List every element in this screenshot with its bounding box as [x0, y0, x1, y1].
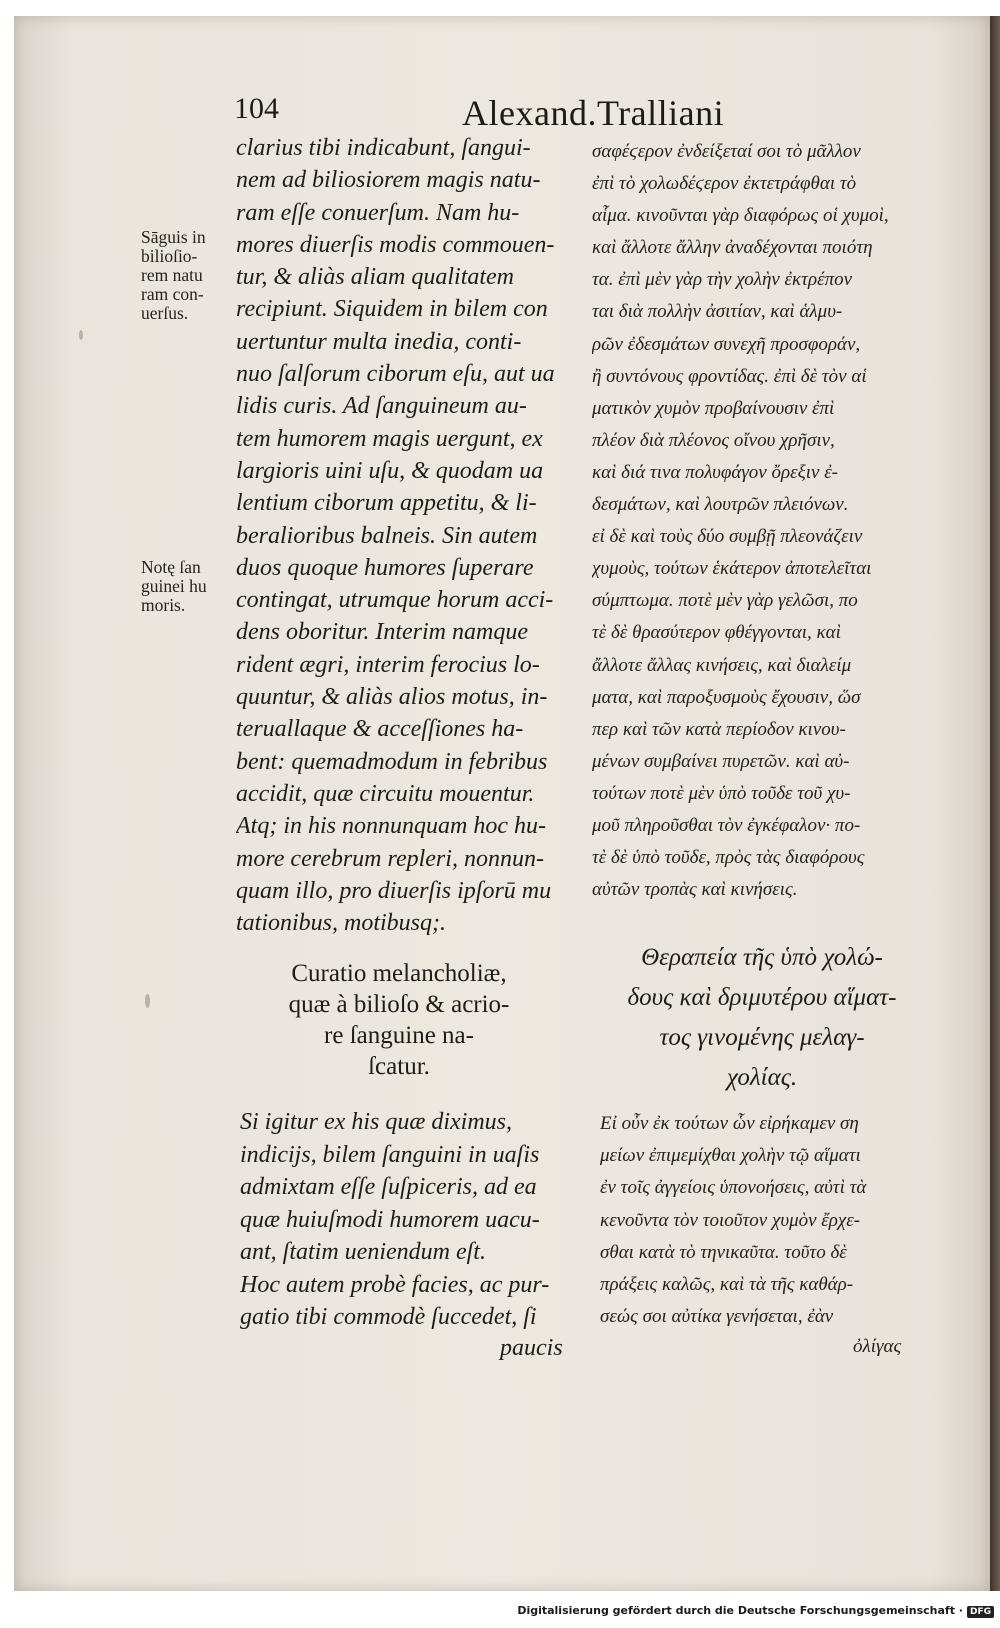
greek-text-line: μοῦ πληροῦσθαι τὸν ἐγκέφαλον· πο- [592, 814, 861, 836]
latin-heading-line: re ſanguine na- [324, 1022, 474, 1049]
margin-note-line: guinei hu [141, 576, 207, 596]
latin-text-line: ram eſſe conuerſum. Nam hu- [236, 199, 520, 226]
greek-text-line: τὲ δὲ ὑπὸ τοῦδε, πρὸς τὰς διαφόρους [592, 847, 865, 869]
latin-text-line: duos quoque humores ſuperare [236, 554, 534, 581]
greek-text-line: κενοῦντα τὸν τοιοῦτον χυμὸν ἔρχε- [600, 1209, 861, 1231]
greek-text-line: τὲ δὲ θρασύτερον φθέγγονται, καὶ [592, 622, 841, 644]
latin-text-line: ant, ſtatim ueniendum eſt. [240, 1239, 486, 1265]
margin-note-line: bilioſio- [141, 246, 198, 266]
greek-text-line: ἄλλοτε ἄλλας κινήσεις, καὶ διαλείμ [592, 654, 852, 676]
greek-text-line: Εἰ οὖν ἐκ τούτων ὧν εἰρήκαμεν ση [600, 1113, 859, 1134]
latin-text-line: tationibus, motibusq;. [236, 910, 447, 937]
greek-text-line: σύμπτωμα. ποτὲ μὲν γὰρ γελῶσι, πο [592, 590, 858, 612]
margin-note-1 [141, 228, 206, 323]
latin-text-line: quam illo, pro diuerſis ipſorū mu [236, 877, 552, 904]
greek-text-line: ἢ συντόνους φροντίδας. ἐπὶ δὲ τὸν αἱ [592, 365, 867, 387]
latin-text-line: rident ægri, interim ferocius lo- [236, 651, 540, 678]
greek-text-line: ἐν τοῖς ἀγγείοις ὑπονοήσεις, αὐτὶ τὰ [600, 1177, 867, 1199]
latin-text-line: quæ huiuſmodi humorem uacu- [240, 1206, 540, 1233]
margin-note-line: uerſus. [141, 303, 189, 323]
greek-catchword: ὀλίγας [853, 1336, 902, 1357]
latin-text-line: gatio tibi commodè ſuccedet, ſi [240, 1304, 537, 1330]
greek-text-line: καὶ διά τινα πολυφάγον ὄρεξιν ἐ- [592, 461, 839, 483]
margin-note-line: Sāguis in [141, 227, 206, 247]
latin-heading-line: Curatio melancholiæ, [291, 960, 507, 987]
greek-text-line: τα. ἐπὶ μὲν γὰρ τὴν χολὴν ἐκτρέπον [592, 269, 853, 291]
latin-text-line: admixtam eſſe ſuſpiceris, ad ea [240, 1174, 537, 1200]
latin-text-line: Atq; in his nonnunquam hoc hu- [236, 813, 546, 840]
latin-text-line: tem humorem magis uergunt, ex [236, 425, 543, 452]
latin-text-line: mores diuerſis modis commouen- [236, 231, 555, 258]
latin-text-line: contingat, utrumque horum acci- [236, 587, 554, 614]
latin-text-line: bent: quemadmodum in febribus [236, 748, 548, 775]
greek-heading-line: χολίας. [726, 1064, 798, 1091]
margin-note-2 [141, 558, 207, 615]
footer-text: Digitalisierung gefördert durch die Deutsche Forschungsgemeinschaft · [517, 1604, 963, 1617]
greek-text-line: ματα, καὶ παροξυσμοὺς ἔχουσιν, ὥσ [592, 686, 861, 708]
margin-note-line: ram con- [141, 284, 204, 304]
latin-text-line: uertuntur multa inedia, conti- [236, 328, 522, 355]
greek-heading-line: τος γινομένης μελαγ- [659, 1024, 865, 1051]
latin-text-line: quuntur, & aliàs alios motus, in- [236, 684, 548, 711]
latin-heading-line: quæ à bilioſo & acrio- [288, 991, 510, 1018]
latin-text-line: teruallaque & acceſſiones ha- [236, 716, 524, 743]
latin-text-line: lentium ciborum appetitu, & li- [236, 490, 537, 517]
greek-text-line: πλέον διὰ πλέονος οἴνου χρῆσιν, [592, 429, 835, 451]
greek-heading-line: δους καὶ δριμυτέρου αἵματ- [627, 984, 897, 1011]
latin-text-line: more cerebrum repleri, nonnun- [236, 845, 544, 872]
page-number: 104 [234, 92, 279, 125]
greek-text-line: καὶ ἄλλοτε ἄλλην ἀναδέχονται ποιότη [592, 237, 873, 259]
greek-text-line: εἰ δὲ καὶ τοὺς δύο συμβῇ πλεονάζειν [592, 526, 863, 548]
greek-heading-line: Θεραπεία τῆς ὑπὸ χολώ- [641, 944, 883, 971]
latin-text-line: dens oboritur. Interim namque [236, 619, 528, 646]
latin-column-upper [236, 132, 566, 939]
book-edge [990, 16, 1000, 1591]
greek-text-line: ρῶν ἐδεσμάτων συνεχῆ προσφοράν, [592, 333, 861, 355]
latin-text-line: recipiunt. Siquidem in bilem con [236, 296, 548, 323]
greek-text-line: δεσμάτων, καὶ λουτρῶν πλειόνων. [592, 494, 849, 516]
latin-text-line: beralioribus balneis. Sin autem [236, 522, 538, 549]
ink-smudge [79, 330, 83, 340]
greek-column-upper [592, 136, 922, 906]
greek-text-line: ἐπὶ τὸ χολωδέϛερον ἐκτετράφθαι τὸ [592, 173, 857, 195]
latin-text-line: nuo ſalſorum ciborum eſu, aut ua [236, 361, 555, 388]
greek-text-line: πράξεις καλῶς, καὶ τὰ τῆς καθάρ- [600, 1274, 854, 1296]
latin-heading-line: ſcatur. [368, 1053, 430, 1080]
latin-text-line: tur, & aliàs aliam qualitatem [236, 264, 515, 291]
latin-text-line: Si igitur ex his quæ diximus, [240, 1109, 512, 1135]
greek-text-line: περ καὶ τῶν κατὰ περίοδον κινου- [592, 718, 846, 740]
latin-column-lower [240, 1106, 570, 1334]
greek-text-line: χυμοὺς, τούτων ἑκάτερον ἀποτελεῖται [592, 558, 872, 580]
greek-text-line: ται διὰ πολλὴν ἀσιτίαν, καὶ ἁλμυ- [592, 301, 843, 323]
greek-text-line: σαφέϛερον ἐνδείξεταί σοι τὸ μᾶλλον [592, 141, 861, 162]
digitization-footer [517, 1604, 994, 1618]
latin-catchword: paucis [500, 1335, 563, 1361]
margin-note-line: Notę ſan [141, 557, 201, 577]
greek-text-line: ματικὸν χυμὸν προβαίνουσιν ἐπὶ [592, 397, 835, 419]
latin-text-line: largioris uini uſu, & quodam ua [236, 457, 544, 484]
latin-text-line: clarius tibi indicabunt, ſangui- [236, 135, 531, 161]
ink-smudge [145, 994, 150, 1008]
latin-text-line: lidis curis. Ad ſanguineum au- [236, 393, 527, 420]
margin-note-line: moris. [141, 595, 186, 615]
latin-text-line: Hoc autem probè facies, ac pur- [240, 1271, 550, 1298]
greek-text-line: τούτων ποτὲ μὲν ὑπὸ τοῦδε τοῦ χυ- [592, 782, 851, 804]
running-head: Alexand.Tralliani [462, 93, 725, 133]
greek-text-line: σεώς σοι αὐτίκα γενήσεται, ἐὰν [600, 1306, 834, 1328]
margin-note-line: rem natu [141, 265, 203, 285]
latin-text-line: accidit, quæ circuitu mouentur. [236, 780, 535, 807]
greek-text-line: αὐτῶν τροπὰς καὶ κινήσεις. [592, 879, 798, 901]
greek-column-lower [600, 1108, 930, 1333]
greek-text-line: αἷμα. κινοῦνται γὰρ διαφόρως οἱ χυμοὶ, [592, 205, 889, 227]
latin-text-line: indicijs, bilem ſanguini in uaſis [240, 1141, 540, 1168]
latin-text-line: nem ad biliosiorem magis natu- [236, 167, 541, 194]
greek-text-line: σθαι κατὰ τὸ τηνικαῦτα. τοῦτο δὲ [600, 1241, 847, 1263]
greek-text-line: μένων συμβαίνει πυρετῶν. καὶ αὐ- [592, 750, 850, 772]
greek-section-heading [592, 938, 932, 1098]
dfg-logo-badge: DFG [967, 1606, 994, 1618]
greek-text-line: μείων ἐπιμεμίχθαι χολὴν τῷ αἵματι [600, 1145, 861, 1167]
latin-section-heading [234, 958, 564, 1082]
